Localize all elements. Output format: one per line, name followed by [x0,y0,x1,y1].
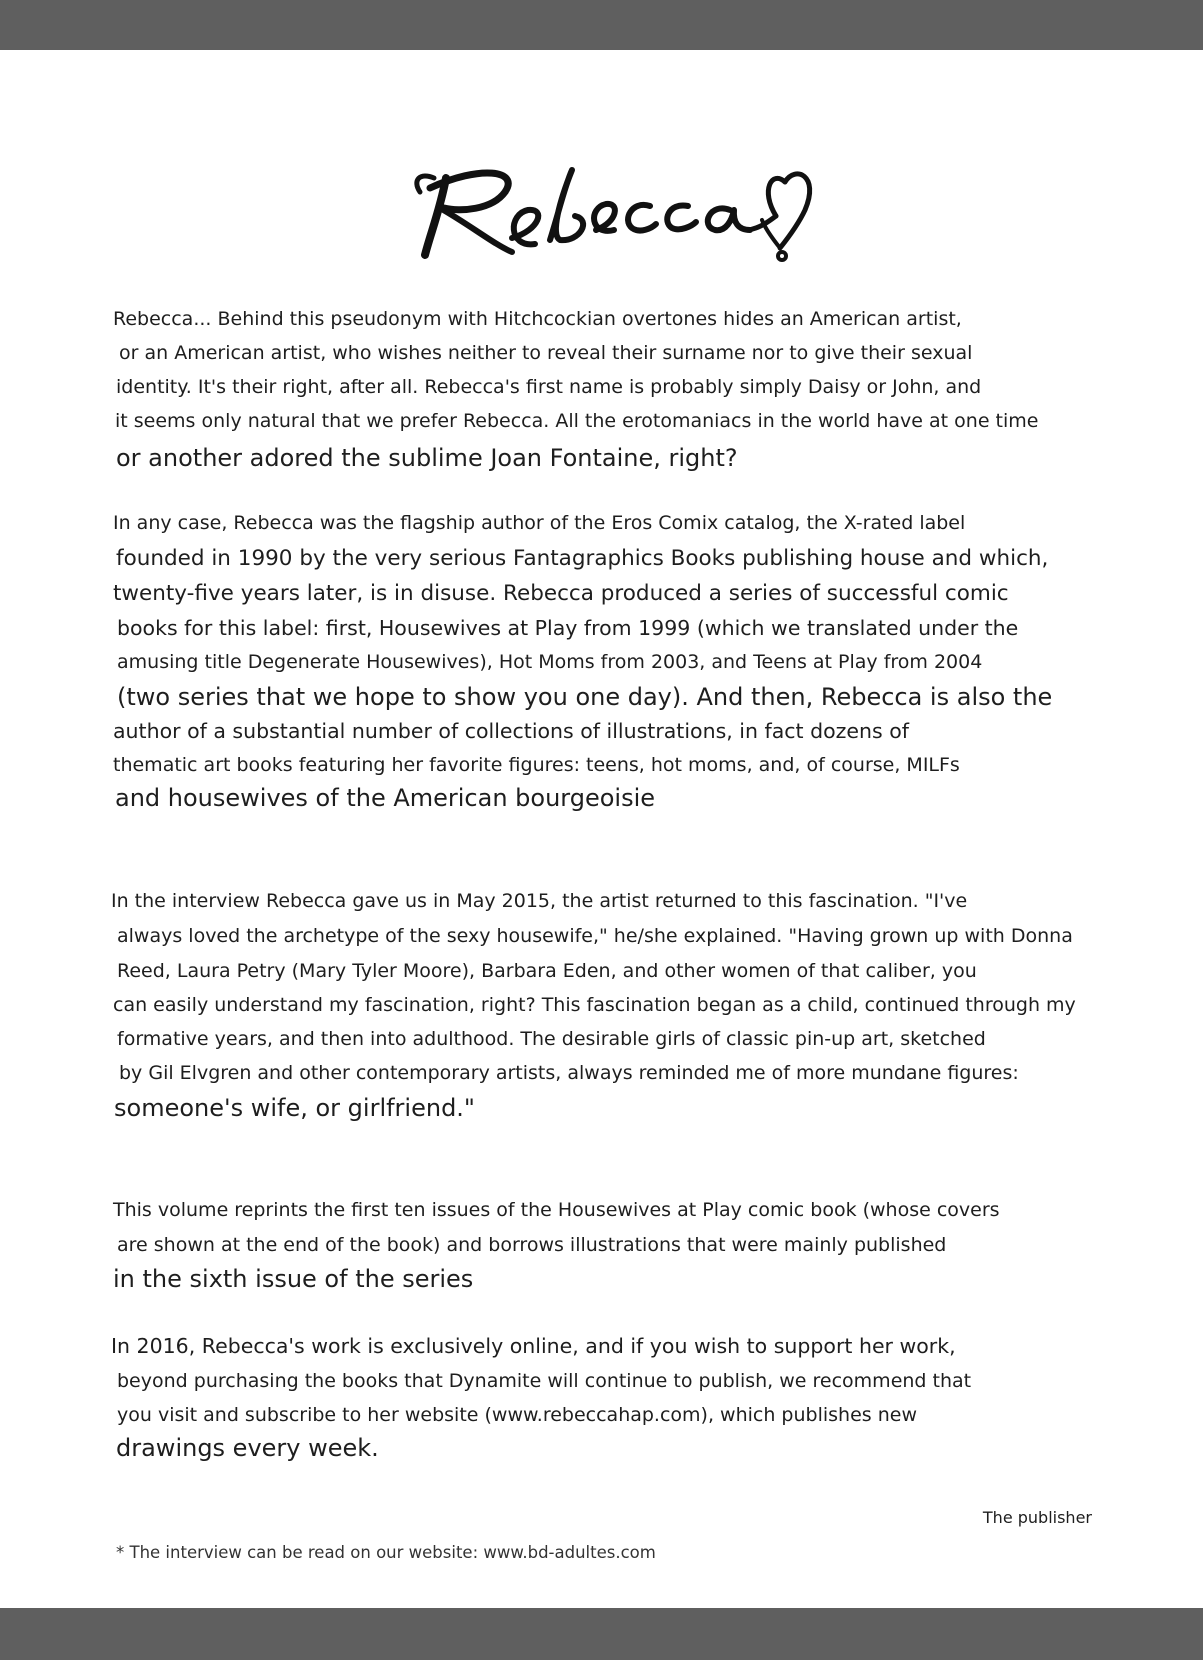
paragraph-2-line-2: founded in 1990 by the very serious Fantagraphics Books publishing house and which, [116,546,1049,571]
paragraph-3-line-2: always loved the archetype of the sexy housewife," he/she explained. "Having grown up with Donna [117,925,1073,947]
footnote: * The interview can be read on our website: www.bd-adultes.com [116,1543,656,1562]
paragraph-3-line-6: by Gil Elvgren and other contemporary artists, always reminded me of more mundane figures: [119,1062,1019,1084]
paragraph-1-line-2: or an American artist, who wishes neither to reveal their surname nor to give their sexual [119,342,973,364]
paragraph-1-line-5: or another adored the sublime Joan Fontaine, right? [116,444,738,472]
bottom-bar [0,1608,1203,1660]
paragraph-4-line-2: are shown at the end of the book) and borrows illustrations that were mainly published [117,1234,947,1256]
rebecca-signature-logo [400,130,820,280]
paragraph-3-line-4: can easily understand my fascination, right? This fascination began as a child, continued through my [113,994,1076,1016]
paragraph-1-line-1: Rebecca... Behind this pseudonym with Hitchcockian overtones hides an American artist, [113,308,962,330]
document-page [0,50,1203,1608]
paragraph-4-line-3: in the sixth issue of the series [113,1265,474,1293]
paragraph-3-line-1: In the interview Rebecca gave us in May 2015, the artist returned to this fascination. "I've [111,890,968,912]
paragraph-4-line-1: This volume reprints the first ten issues of the Housewives at Play comic book (whose covers [113,1199,1000,1221]
paragraph-3-line-3: Reed, Laura Petry (Mary Tyler Moore), Barbara Eden, and other women of that caliber, you [117,960,977,982]
paragraph-2-line-7: author of a substantial number of collections of illustrations, in fact dozens of [113,719,909,743]
paragraph-2-line-6: (two series that we hope to show you one day). And then, Rebecca is also the [117,683,1053,711]
paragraph-1-line-3: identity. It's their right, after all. Rebecca's first name is probably simply Daisy or John, and [116,376,982,398]
paragraph-2-line-5: amusing title Degenerate Housewives), Hot Moms from 2003, and Teens at Play from 2004 [117,651,983,673]
paragraph-3-line-5: formative years, and then into adulthood. The desirable girls of classic pin-up art, sketched [117,1028,986,1050]
paragraph-1-line-4: it seems only natural that we prefer Rebecca. All the erotomaniacs in the world have at one time [115,410,1039,432]
paragraph-3-line-7: someone's wife, or girlfriend." [114,1094,475,1122]
paragraph-2-line-1: In any case, Rebecca was the flagship author of the Eros Comix catalog, the X-rated label [113,512,966,534]
paragraph-2-line-9: and housewives of the American bourgeoisie [115,784,656,812]
paragraph-5-line-1: In 2016, Rebecca's work is exclusively online, and if you wish to support her work, [111,1334,956,1358]
paragraph-2-line-4: books for this label: first, Housewives at Play from 1999 (which we translated under the [117,616,1019,640]
paragraph-2-line-8: thematic art books featuring her favorite figures: teens, hot moms, and, of course, MILFs [113,754,960,776]
publisher-signature: The publisher [982,1508,1092,1527]
paragraph-5-line-2: beyond purchasing the books that Dynamite will continue to publish, we recommend that [117,1370,972,1392]
top-bar [0,0,1203,50]
paragraph-2-line-3: twenty-five years later, is in disuse. Rebecca produced a series of successful comic [113,581,1009,606]
paragraph-5-line-3: you visit and subscribe to her website (www.rebeccahap.com), which publishes new [117,1404,917,1426]
paragraph-5-line-4: drawings every week. [116,1434,379,1462]
